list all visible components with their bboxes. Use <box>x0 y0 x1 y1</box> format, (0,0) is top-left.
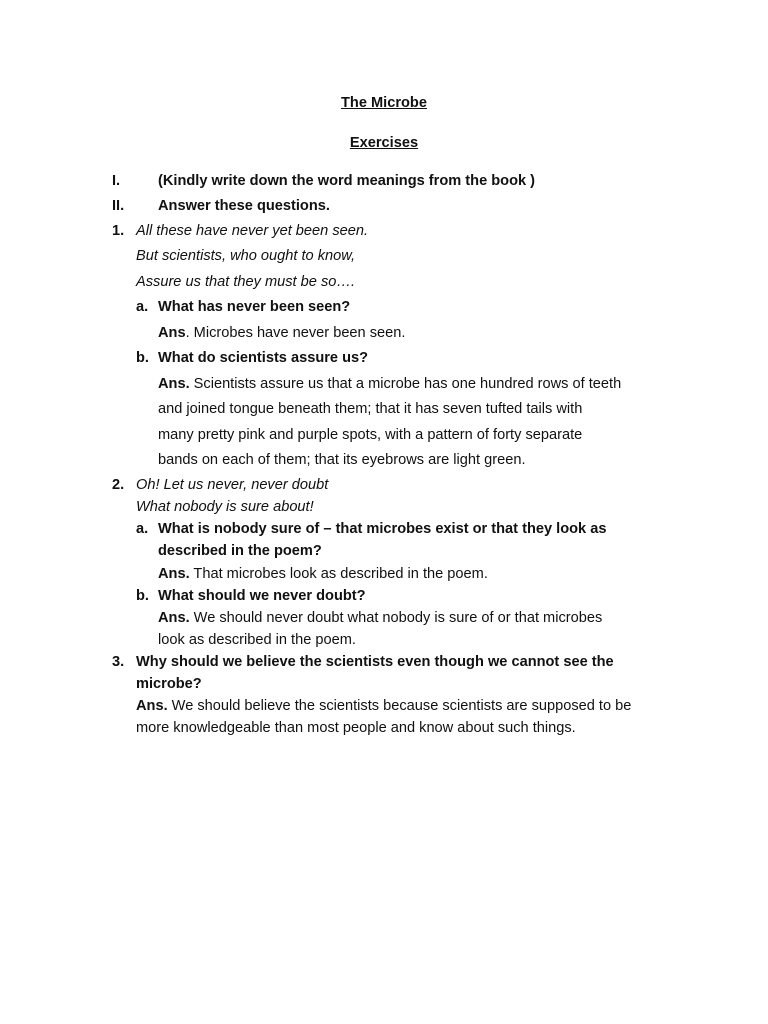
question-2-marker: 2. <box>112 477 125 493</box>
question-1-marker: 1. <box>112 223 125 239</box>
answer-text: That microbes look as described in the poem. <box>189 566 488 582</box>
answer-text: We should believe the scientists because scientists are supposed to be <box>167 698 632 714</box>
q1-extract-line-1: All these have never yet been seen. <box>136 223 369 239</box>
q1b-answer-line-4: bands on each of them; that its eyebrows are light green. <box>158 452 526 468</box>
answer-label: Ans. <box>158 610 190 626</box>
document-title: The Microbe <box>341 95 427 111</box>
q2a-question-line-1: What is nobody sure of – that microbes exist or that they look as <box>158 521 607 537</box>
q3-answer-line-2: more knowledgeable than most people and know about such things. <box>136 720 576 736</box>
q2b-question: What should we never doubt? <box>158 588 366 604</box>
section-i-text: (Kindly write down the word meanings from the book ) <box>158 173 536 189</box>
q1a-marker: a. <box>136 299 149 315</box>
q2b-marker: b. <box>136 588 149 604</box>
question-3-marker: 3. <box>112 654 125 670</box>
q1-extract-line-3: Assure us that they must be so…. <box>136 274 356 290</box>
answer-text: . Microbes have never been seen. <box>185 325 406 341</box>
q1b-answer-line-3: many pretty pink and purple spots, with a pattern of forty separate <box>158 427 583 443</box>
q2b-answer-line-2: look as described in the poem. <box>158 632 356 648</box>
q1b-answer-line-2: and joined tongue beneath them; that it has seven tufted tails with <box>158 401 583 417</box>
q1a-answer <box>158 325 405 341</box>
section-i-marker: I. <box>112 173 121 189</box>
q3-question-line-1: Why should we believe the scientists even though we cannot see the <box>136 654 614 670</box>
answer-label: Ans. <box>158 376 190 392</box>
q1-extract-line-2: But scientists, who ought to know, <box>136 248 356 264</box>
q2-extract-line-1: Oh! Let us never, never doubt <box>136 477 329 493</box>
q2b-answer-line-1 <box>158 610 602 626</box>
q1b-answer-line-1 <box>158 376 621 392</box>
answer-label: Ans <box>158 325 186 341</box>
q2-extract-line-2: What nobody is sure about! <box>136 499 314 515</box>
answer-text: Scientists assure us that a microbe has one hundred rows of teeth <box>189 376 622 392</box>
section-ii-marker: II. <box>112 198 125 214</box>
section-ii-text: Answer these questions. <box>158 198 330 214</box>
q1b-marker: b. <box>136 350 149 366</box>
q1b-question: What do scientists assure us? <box>158 350 369 366</box>
q2a-answer <box>158 566 488 582</box>
q2a-marker: a. <box>136 521 149 537</box>
q3-answer-line-1 <box>136 698 631 714</box>
answer-label: Ans. <box>136 698 168 714</box>
answer-text: We should never doubt what nobody is sure of or that microbes <box>189 610 603 626</box>
answer-label: Ans. <box>158 566 190 582</box>
q2a-question-line-2: described in the poem? <box>158 543 322 559</box>
exercises-heading: Exercises <box>349 135 419 151</box>
q1a-question: What has never been seen? <box>158 299 351 315</box>
q3-question-line-2: microbe? <box>136 676 202 692</box>
